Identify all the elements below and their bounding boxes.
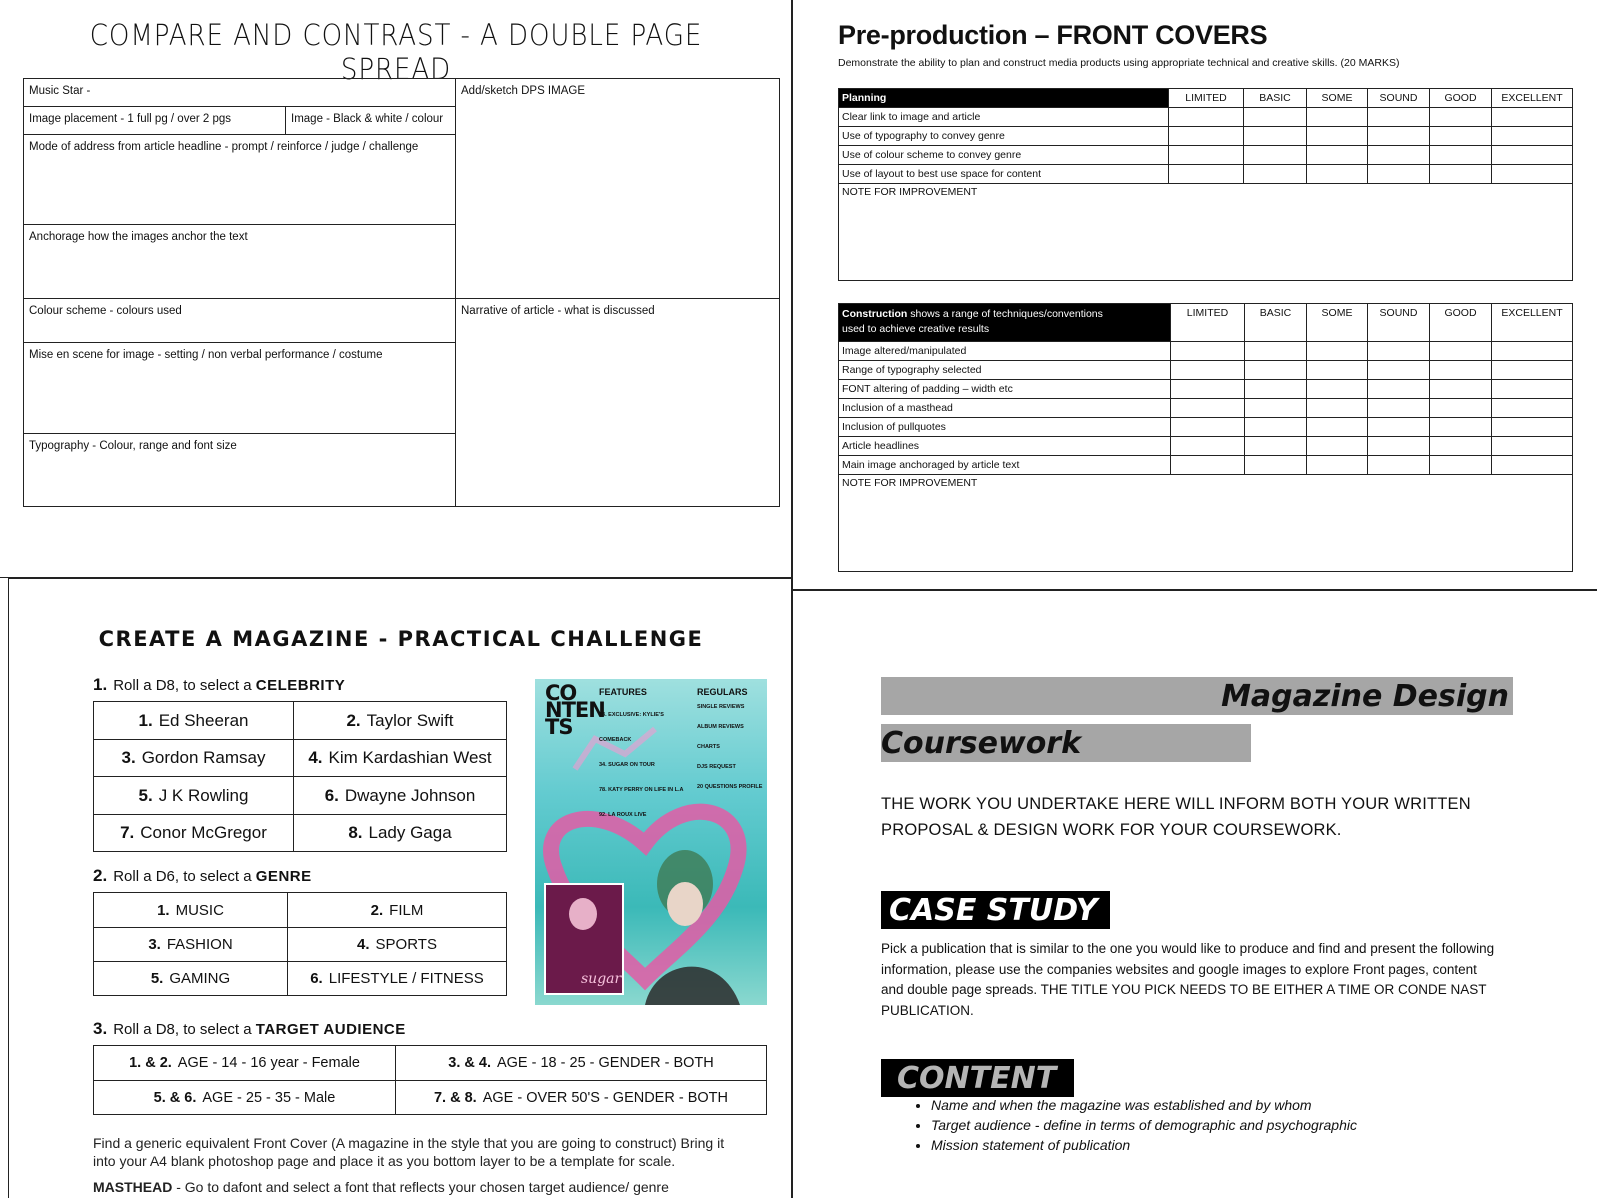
feature-list bbox=[599, 703, 695, 828]
grade-cell[interactable] bbox=[1430, 399, 1492, 418]
mise-en-scene-cell: Mise en scene for image - setting / non verbal performance / costume bbox=[24, 343, 456, 434]
criterion: Use of typography to convey genre bbox=[839, 127, 1169, 146]
masthead-keyword: MASTHEAD bbox=[93, 1179, 173, 1195]
grade-cell[interactable] bbox=[1307, 165, 1368, 184]
construction-row bbox=[839, 342, 1573, 361]
option-number: 1. bbox=[157, 901, 170, 919]
construction-header-row bbox=[839, 304, 1573, 342]
grade-cell[interactable] bbox=[1492, 418, 1573, 437]
grade-cell[interactable] bbox=[1368, 127, 1430, 146]
grade-cell[interactable] bbox=[1430, 165, 1492, 184]
step-1 bbox=[93, 675, 345, 695]
grade-cell[interactable] bbox=[1307, 127, 1368, 146]
typography-cell: Typography - Colour, range and font size bbox=[24, 434, 456, 506]
option-number: 1. & 2. bbox=[129, 1055, 172, 1071]
grade-cell[interactable] bbox=[1368, 437, 1430, 456]
audience-option[interactable] bbox=[396, 1046, 767, 1081]
construction-row bbox=[839, 361, 1573, 380]
contents-letters: CO bbox=[545, 681, 577, 705]
option-label: FASHION bbox=[166, 936, 233, 953]
option-number: 5. & 6. bbox=[153, 1089, 197, 1106]
step-2 bbox=[93, 866, 312, 886]
regulars-heading: REGULARS bbox=[697, 687, 748, 697]
planning-table bbox=[838, 88, 1573, 281]
option-label: AGE - 18 - 25 - GENDER - BOTH bbox=[496, 1055, 714, 1071]
bullet-item: • Name and when the magazine was established and by whom bbox=[931, 1095, 1357, 1115]
construction-row bbox=[839, 456, 1573, 475]
construction-row bbox=[839, 418, 1573, 437]
grade-cell[interactable] bbox=[1430, 418, 1492, 437]
grade-cell[interactable] bbox=[1307, 399, 1368, 418]
grade-cell[interactable] bbox=[1492, 361, 1573, 380]
celebrity-table bbox=[93, 701, 507, 852]
mode-of-address-cell: Mode of address from article headline - prompt / reinforce / judge / challenge bbox=[24, 135, 456, 225]
contents-letters: TS bbox=[545, 715, 573, 739]
celebrity-option[interactable] bbox=[294, 702, 507, 740]
grade-cell[interactable] bbox=[1368, 456, 1430, 475]
grade-cell[interactable] bbox=[1171, 437, 1245, 456]
sugar-logo: sugar bbox=[581, 971, 622, 987]
construction-table bbox=[838, 303, 1573, 572]
grade-cell[interactable] bbox=[1368, 165, 1430, 184]
step-keyword: CELEBRITY bbox=[255, 677, 346, 694]
grade-cell[interactable] bbox=[1245, 342, 1307, 361]
level-header: LIMITED bbox=[1171, 304, 1245, 342]
grade-cell[interactable] bbox=[1368, 361, 1430, 380]
option-number: 3. & 4. bbox=[448, 1055, 491, 1071]
criterion: Clear link to image and article bbox=[839, 108, 1169, 127]
criterion: Range of typography selected bbox=[839, 361, 1171, 380]
add-sketch-cell: Add/sketch DPS IMAGE bbox=[456, 79, 779, 299]
contents-heading bbox=[545, 681, 605, 739]
template-instructions: Find a generic equivalent Front Cover (A magazine in the style that you are going to construct) Bring it into your A4 blank photoshop page and place it as you bottom layer to be a template for scale. bbox=[93, 1135, 725, 1169]
step-number: 1. bbox=[93, 675, 108, 694]
grade-cell[interactable] bbox=[1492, 456, 1573, 475]
genre-option[interactable] bbox=[288, 928, 507, 962]
grade-cell[interactable] bbox=[1307, 456, 1368, 475]
grade-cell[interactable] bbox=[1492, 165, 1573, 184]
grade-cell[interactable] bbox=[1492, 380, 1573, 399]
grade-cell[interactable] bbox=[1169, 108, 1244, 127]
magazine-contents-image bbox=[535, 679, 767, 1005]
audience-option[interactable] bbox=[396, 1081, 767, 1115]
rubric-subtitle: Demonstrate the ability to plan and construct media products using appropriate technical and creative skills. (20 MARKS) bbox=[838, 57, 1400, 69]
construction-header bbox=[839, 304, 1171, 342]
image-colour-cell: Image - Black & white / colour bbox=[286, 107, 456, 135]
grade-cell[interactable] bbox=[1430, 108, 1492, 127]
option-label: J K Rowling bbox=[158, 785, 249, 805]
magazine-design-title: Magazine Design bbox=[1221, 679, 1509, 714]
regulars-list bbox=[697, 697, 765, 797]
option-label: Conor McGregor bbox=[140, 823, 267, 842]
step-text: Roll a D8, to select a bbox=[113, 677, 256, 694]
content-label: CONTENT bbox=[881, 1059, 1074, 1097]
audience-option[interactable] bbox=[94, 1046, 396, 1081]
dps-worksheet-panel bbox=[0, 0, 792, 578]
option-label: Gordon Ramsay bbox=[141, 748, 266, 767]
regular-item: ALBUM REVIEWS bbox=[697, 724, 744, 730]
rubric-title: Pre-production – FRONT COVERS bbox=[838, 20, 1268, 50]
grade-cell[interactable] bbox=[1169, 165, 1244, 184]
criterion: Image altered/manipulated bbox=[839, 342, 1171, 361]
criterion: Inclusion of pullquotes bbox=[839, 418, 1171, 437]
narrative-cell: Narrative of article - what is discussed bbox=[461, 305, 655, 317]
level-header: BASIC bbox=[1244, 89, 1307, 108]
celebrity-option[interactable] bbox=[94, 740, 294, 777]
inset-face-shape bbox=[569, 898, 597, 930]
option-label: MUSIC bbox=[175, 901, 224, 919]
grade-cell[interactable] bbox=[1171, 361, 1245, 380]
level-header: EXCELLENT bbox=[1492, 89, 1573, 108]
criterion: Inclusion of a masthead bbox=[839, 399, 1171, 418]
level-header: EXCELLENT bbox=[1492, 304, 1573, 342]
genre-table bbox=[93, 892, 507, 996]
option-number: 7. bbox=[120, 823, 135, 842]
grade-cell[interactable] bbox=[1307, 342, 1368, 361]
option-number: 4. bbox=[308, 748, 323, 767]
option-number: 3. bbox=[148, 936, 161, 953]
option-label: SPORTS bbox=[375, 936, 437, 953]
grade-cell[interactable] bbox=[1171, 399, 1245, 418]
criterion: Use of layout to best use space for content bbox=[839, 165, 1169, 184]
construction-row bbox=[839, 399, 1573, 418]
grade-cell[interactable] bbox=[1430, 127, 1492, 146]
construction-header-bold: Construction bbox=[842, 308, 908, 320]
grade-cell[interactable] bbox=[1430, 456, 1492, 475]
criterion: Main image anchoraged by article text bbox=[839, 456, 1171, 475]
option-number: 2. bbox=[370, 901, 384, 919]
grade-cell[interactable] bbox=[1245, 380, 1307, 399]
genre-option[interactable] bbox=[288, 893, 507, 928]
bullet-item: • Mission statement of publication bbox=[931, 1135, 1357, 1155]
feature-item: 92. LA ROUX LIVE bbox=[599, 812, 647, 818]
step-number: 2. bbox=[93, 866, 108, 885]
grade-cell[interactable] bbox=[1244, 146, 1307, 165]
regular-item: SINGLE REVIEWS bbox=[697, 704, 745, 710]
genre-option[interactable] bbox=[288, 962, 507, 996]
level-header: SOME bbox=[1307, 304, 1368, 342]
grade-cell[interactable] bbox=[1368, 399, 1430, 418]
regular-item: CHARTS bbox=[697, 744, 720, 750]
genre-option[interactable] bbox=[94, 928, 288, 962]
grade-cell[interactable] bbox=[1430, 342, 1492, 361]
planning-note-row bbox=[839, 184, 1573, 281]
option-number: 2. bbox=[346, 710, 361, 730]
criterion: FONT altering of padding – width etc bbox=[839, 380, 1171, 399]
grade-cell[interactable] bbox=[1492, 146, 1573, 165]
planning-note[interactable]: NOTE FOR IMPROVEMENT bbox=[839, 184, 1573, 281]
step-text: Roll a D6, to select a bbox=[113, 868, 256, 885]
grade-cell[interactable] bbox=[1245, 437, 1307, 456]
challenge-title: CREATE A MAGAZINE - PRACTICAL CHALLENGE bbox=[98, 627, 704, 651]
grade-cell[interactable] bbox=[1244, 127, 1307, 146]
grade-cell[interactable] bbox=[1430, 437, 1492, 456]
construction-header-line2: used to achieve creative results bbox=[842, 323, 990, 335]
model-face-shape bbox=[667, 882, 703, 926]
planning-row bbox=[839, 146, 1573, 165]
celebrity-option[interactable] bbox=[294, 740, 507, 777]
construction-row bbox=[839, 380, 1573, 399]
level-header: LIMITED bbox=[1169, 89, 1244, 108]
planning-header-row bbox=[839, 89, 1573, 108]
grade-cell[interactable] bbox=[1245, 456, 1307, 475]
grade-cell[interactable] bbox=[1307, 437, 1368, 456]
option-number: 7. & 8. bbox=[433, 1089, 477, 1106]
anchorage-cell: Anchorage how the images anchor the text bbox=[24, 225, 456, 299]
step-3 bbox=[93, 1019, 406, 1039]
option-number: 5. bbox=[150, 970, 164, 987]
grade-cell[interactable] bbox=[1492, 437, 1573, 456]
grade-cell[interactable] bbox=[1171, 418, 1245, 437]
construction-note-row bbox=[839, 475, 1573, 572]
bullet-item: • Target audience - define in terms of demographic and psychographic bbox=[931, 1115, 1357, 1135]
coursework-title: Coursework bbox=[881, 726, 1082, 761]
step-number: 3. bbox=[93, 1019, 108, 1038]
planning-row bbox=[839, 165, 1573, 184]
grade-cell[interactable] bbox=[1245, 361, 1307, 380]
content-bullets bbox=[901, 1095, 1357, 1155]
step-keyword: TARGET AUDIENCE bbox=[255, 1021, 406, 1038]
construction-row bbox=[839, 437, 1573, 456]
option-label: AGE - 25 - 35 - Male bbox=[202, 1089, 336, 1106]
construction-header-rest: shows a range of techniques/conventions bbox=[907, 308, 1103, 320]
option-number: 1. bbox=[138, 710, 153, 730]
masthead-instructions bbox=[93, 1179, 743, 1195]
step-text: Roll a D8, to select a bbox=[113, 1021, 256, 1038]
feature-item: 23. EXCLUSIVE: KYLIE'S COMEBACK bbox=[599, 712, 664, 743]
option-label: Taylor Swift bbox=[366, 710, 454, 730]
option-label: Dwayne Johnson bbox=[344, 785, 476, 805]
level-header: SOME bbox=[1307, 89, 1368, 108]
grade-cell[interactable] bbox=[1169, 146, 1244, 165]
option-number: 4. bbox=[357, 936, 370, 953]
grade-cell[interactable] bbox=[1368, 146, 1430, 165]
grade-cell[interactable] bbox=[1492, 399, 1573, 418]
grade-cell[interactable] bbox=[1492, 342, 1573, 361]
features-heading: FEATURES bbox=[599, 687, 647, 697]
planning-row bbox=[839, 108, 1573, 127]
grade-cell[interactable] bbox=[1307, 361, 1368, 380]
coursework-intro: THE WORK YOU UNDERTAKE HERE WILL INFORM BOTH YOUR WRITTEN PROPOSAL & DESIGN WORK FOR YOUR COURSEWORK. bbox=[881, 795, 1471, 839]
grade-cell[interactable] bbox=[1430, 380, 1492, 399]
regular-item: DJS REQUEST bbox=[697, 764, 736, 770]
option-number: 6. bbox=[324, 785, 339, 805]
celebrity-option[interactable] bbox=[94, 702, 294, 740]
regular-item: 20 QUESTIONS PROFILE bbox=[697, 784, 763, 790]
grade-cell[interactable] bbox=[1368, 380, 1430, 399]
step-keyword: GENRE bbox=[255, 868, 312, 885]
grade-cell[interactable] bbox=[1307, 108, 1368, 127]
celebrity-option[interactable] bbox=[294, 777, 507, 815]
grade-cell[interactable] bbox=[1430, 146, 1492, 165]
coursework-panel bbox=[792, 590, 1597, 1198]
case-study-label: CASE STUDY bbox=[881, 891, 1110, 929]
level-header: SOUND bbox=[1368, 89, 1430, 108]
celebrity-option[interactable] bbox=[94, 777, 294, 815]
option-label: GAMING bbox=[169, 970, 231, 987]
grade-cell[interactable] bbox=[1171, 380, 1245, 399]
option-number: 8. bbox=[348, 823, 363, 842]
grade-cell[interactable] bbox=[1245, 399, 1307, 418]
option-label: AGE - 14 - 16 year - Female bbox=[177, 1055, 360, 1071]
dps-frame bbox=[23, 78, 780, 507]
audience-option[interactable] bbox=[94, 1081, 396, 1115]
grade-cell[interactable] bbox=[1307, 146, 1368, 165]
option-label: FILM bbox=[389, 901, 424, 919]
level-header: BASIC bbox=[1245, 304, 1307, 342]
genre-option[interactable] bbox=[94, 962, 288, 996]
grade-cell[interactable] bbox=[1368, 342, 1430, 361]
grade-cell[interactable] bbox=[1368, 108, 1430, 127]
music-star-cell: Music Star - bbox=[24, 79, 456, 107]
option-number: 6. bbox=[310, 970, 323, 987]
grade-cell[interactable] bbox=[1430, 361, 1492, 380]
level-header: GOOD bbox=[1430, 304, 1492, 342]
option-label: Kim Kardashian West bbox=[328, 748, 492, 767]
grade-cell[interactable] bbox=[1307, 418, 1368, 437]
planning-header: Planning bbox=[839, 89, 1169, 108]
celebrity-option[interactable] bbox=[94, 815, 294, 852]
feature-item: 78. KATY PERRY ON LIFE IN L.A bbox=[599, 787, 684, 793]
grade-cell[interactable] bbox=[1368, 418, 1430, 437]
case-study-text: Pick a publication that is similar to the one you would like to produce and find and present the following information, please use the companies websites and google images to explore Front pages, content and double page spreads. THE TITLE YOU PICK NEEDS TO BE EITHER A TIME OR CONDE NAST PUBLICATION. bbox=[881, 941, 1495, 1018]
genre-option[interactable] bbox=[94, 893, 288, 928]
audience-table bbox=[93, 1045, 767, 1115]
option-number: 3. bbox=[121, 748, 136, 767]
option-number: 5. bbox=[138, 785, 153, 805]
celebrity-option[interactable] bbox=[294, 815, 507, 852]
grade-cell[interactable] bbox=[1171, 342, 1245, 361]
grade-cell[interactable] bbox=[1245, 418, 1307, 437]
image-placement-cell: Image placement - 1 full pg / over 2 pgs bbox=[24, 107, 286, 135]
grade-cell[interactable] bbox=[1307, 380, 1368, 399]
grade-cell[interactable] bbox=[1169, 127, 1244, 146]
criterion: Article headlines bbox=[839, 437, 1171, 456]
option-label: Lady Gaga bbox=[368, 823, 452, 842]
colour-scheme-cell: Colour scheme - colours used bbox=[24, 299, 456, 343]
level-header: SOUND bbox=[1368, 304, 1430, 342]
construction-note[interactable]: NOTE FOR IMPROVEMENT bbox=[839, 475, 1573, 572]
contents-letters: NTEN bbox=[545, 698, 605, 722]
option-label: Ed Sheeran bbox=[158, 710, 249, 730]
grade-cell[interactable] bbox=[1492, 127, 1573, 146]
grade-cell[interactable] bbox=[1244, 165, 1307, 184]
grade-cell[interactable] bbox=[1244, 108, 1307, 127]
rubric-panel bbox=[792, 0, 1597, 590]
feature-item: 34. SUGAR ON TOUR bbox=[599, 762, 655, 768]
grade-cell[interactable] bbox=[1492, 108, 1573, 127]
level-header: GOOD bbox=[1430, 89, 1492, 108]
option-label: LIFESTYLE / FITNESS bbox=[328, 970, 484, 987]
criterion: Use of colour scheme to convey genre bbox=[839, 146, 1169, 165]
planning-row bbox=[839, 127, 1573, 146]
grade-cell[interactable] bbox=[1171, 456, 1245, 475]
dps-title: COMPARE AND CONTRAST - A DOUBLE PAGE SPREAD bbox=[89, 18, 703, 86]
option-label: AGE - OVER 50'S - GENDER - BOTH bbox=[482, 1089, 728, 1106]
masthead-text: - Go to dafont and select a font that reflects your chosen target audience/ genre bbox=[172, 1179, 669, 1195]
challenge-panel bbox=[8, 578, 792, 1198]
